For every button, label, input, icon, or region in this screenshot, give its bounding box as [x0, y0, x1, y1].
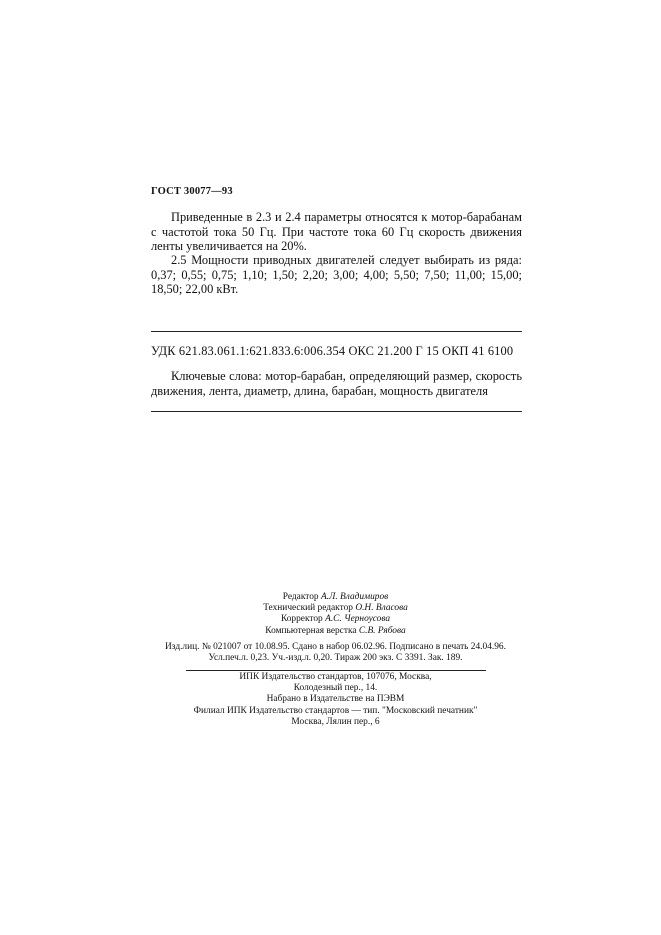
credit-corrector-name: А.С. Черноусова — [325, 614, 391, 625]
imprint-line-2: Усл.печ.л. 0,23. Уч.-изд.л. 0,20. Тираж 200 экз. С 3391. Зак. 189. — [208, 653, 463, 664]
credit-corrector — [150, 614, 521, 625]
publisher-line-5: Москва, Лялин пер., 6 — [291, 716, 380, 727]
credit-tech-editor — [150, 603, 521, 614]
publisher-info — [150, 672, 521, 728]
publisher-line-3: Набрано в Издательстве на ПЭВМ — [266, 694, 405, 705]
credit-editor-name: А.Л. Владимиров — [320, 592, 389, 602]
divider-bottom — [151, 411, 522, 412]
credit-layout-name: С.В. Рябова — [358, 625, 406, 636]
print-imprint — [150, 642, 521, 664]
credit-tech-editor-role: Технический редактор — [263, 603, 353, 614]
divider-top — [151, 331, 522, 332]
paragraph-frequency-note: Приведенные в 2.3 и 2.4 параметры относятся к мотор-барабанам с частотой тока 50 Гц. При частоте тока 60 Гц скорость движения ленты увеличивается на 20%. — [151, 210, 522, 253]
imprint-line-1: Изд.лиц. № 021007 от 10.08.95. Сдано в набор 06.02.96. Подписано в печать 24.04.96. — [165, 642, 506, 652]
publisher-line-2: Колодезный пер., 14. — [293, 683, 378, 694]
credit-layout-role: Компьютерная верстка — [265, 625, 357, 636]
udk-classification-line: УДК 621.83.061.1:621.833.6:006.354 ОКС 21.200 Г 15 ОКП 41 6100 — [151, 344, 514, 358]
paragraph-motor-power-series: 2.5 Мощности приводных двигателей следует выбирать из ряда: 0,37; 0,55; 0,75; 1,10; 1,50; 2,20; 3,00; 4,00; 5,50; 7,50; 11,00; 15,00; 18,50; 22,00 кВт. — [151, 253, 522, 296]
credit-tech-editor-name: О.Н. Власова — [355, 603, 408, 614]
keywords-paragraph: Ключевые слова: мотор-барабан, определяющий размер, скорость движения, лента, диаметр, длина, барабан, мощность двигателя — [151, 369, 522, 398]
standard-code-header: ГОСТ 30077—93 — [151, 186, 233, 197]
credit-layout — [150, 626, 521, 637]
publisher-line-1: ИПК Издательство стандартов, 107076, Москва, — [239, 672, 432, 682]
credit-editor — [150, 592, 521, 603]
credit-editor-role: Редактор — [282, 592, 319, 602]
editorial-credits — [150, 592, 521, 637]
publisher-line-4: Филиал ИПК Издательство стандартов — тип. "Московский печатник" — [193, 705, 478, 716]
credit-corrector-role: Корректор — [280, 614, 323, 625]
divider-imprint — [186, 670, 486, 671]
